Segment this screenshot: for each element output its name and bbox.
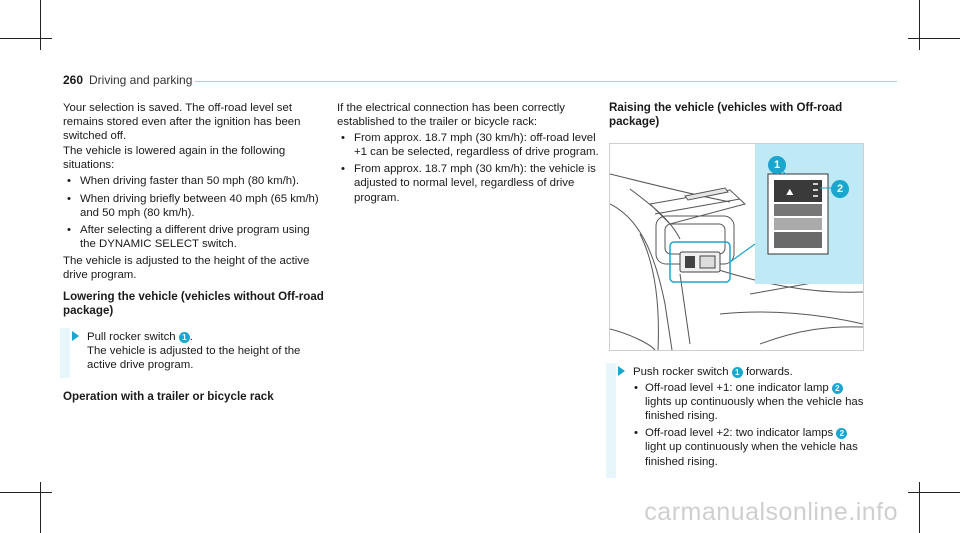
bullet-text: lights up continuously when the vehicle has finished rising. <box>645 396 864 423</box>
bullet-text: light up continuously when the vehicle has finished rising. <box>645 441 858 468</box>
list-item: • From approx. 18.7 mph (30 km/h): off-road level +1 can be selected, regardless of drive program. <box>337 131 599 159</box>
arrow-icon <box>618 366 625 376</box>
list-item: • When driving briefly between 40 mph (65 km/h) and 50 mph (80 km/h). <box>63 192 325 220</box>
crop-mark <box>0 492 52 493</box>
paragraph: The vehicle is adjusted to the height of the active drive program. <box>63 254 310 282</box>
crop-mark <box>919 482 920 533</box>
section-heading: Operation with a trailer or bicycle rack <box>63 390 274 404</box>
crop-mark <box>908 38 960 39</box>
column-2 <box>337 101 599 208</box>
callout-2-badge: 2 <box>832 383 843 394</box>
bullet-text: Off-road level +1: one indicator lamp <box>645 382 829 395</box>
paragraph: The vehicle is lowered again in the following situations: <box>63 145 286 172</box>
list-item: • When driving faster than 50 mph (80 km/h). <box>63 174 325 188</box>
crop-mark <box>919 0 920 50</box>
list-item: • After selecting a different drive program using the DYNAMIC SELECT switch. <box>63 223 325 251</box>
step-text-end: forwards. <box>745 366 793 378</box>
bullet-text: Off-road level +2: two indicator lamps <box>645 427 834 440</box>
crop-mark <box>908 492 960 493</box>
paragraph: Your selection is saved. The off-road level set remains stored even after the ignition has been switched off. <box>63 102 301 143</box>
section-title: Driving and parking <box>89 73 193 87</box>
step-bar <box>60 328 70 378</box>
instruction-step: Pull rocker switch 1 . The vehicle is adjusted to the height of the active drive program. <box>60 328 325 378</box>
callout-2-badge: 2 <box>831 180 849 198</box>
list-item <box>617 426 871 468</box>
step-text: Pull rocker switch <box>87 331 176 344</box>
arrow-icon <box>72 331 79 341</box>
paragraph: If the electrical connection has been correctly established to the trailer or bicycle rack: <box>337 102 565 129</box>
step-text: Push rocker switch <box>633 366 729 378</box>
step-bar <box>606 363 616 478</box>
watermark: carmanualsonline.info <box>644 498 898 526</box>
callout-1-badge: 1 <box>179 332 190 343</box>
section-heading: Lowering the vehicle (vehicles without Off-road package) <box>63 290 324 318</box>
list-item <box>617 381 871 423</box>
list-item: • From approx. 18.7 mph (30 km/h): the vehicle is adjusted to normal level, regardless of drive program. <box>337 162 599 204</box>
header-rule <box>195 81 897 82</box>
callout-2-badge: 2 <box>836 428 847 439</box>
step-result: The vehicle is adjusted to the height of the active drive program. <box>87 345 301 372</box>
center-console-illustration <box>609 143 864 351</box>
crop-mark <box>40 0 41 50</box>
instruction-step <box>606 363 871 478</box>
column-1 <box>63 101 325 414</box>
callout-1-badge: 1 <box>732 367 743 378</box>
crop-mark <box>0 38 52 39</box>
section-heading: Raising the vehicle (vehicles with Off-road package) <box>609 101 843 128</box>
column-3 <box>609 101 871 478</box>
callout-1-badge: 1 <box>768 156 786 174</box>
page-number: 260 <box>63 73 84 87</box>
page-header <box>63 73 897 93</box>
svg-text:⛰: ⛰ <box>786 188 794 198</box>
crop-mark <box>40 482 41 533</box>
console-drawing <box>610 144 863 350</box>
